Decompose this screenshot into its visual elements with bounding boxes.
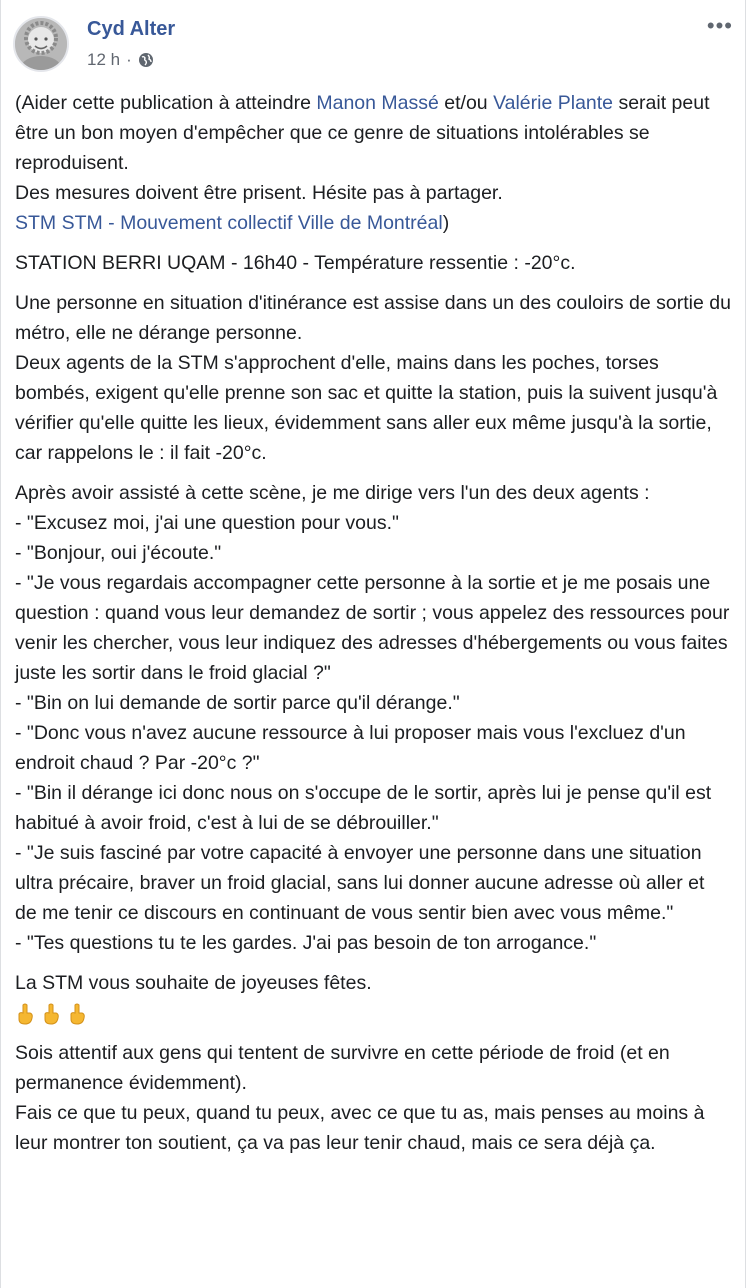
mention-manon-masse[interactable]: Manon Massé	[316, 92, 439, 114]
dialogue-line: - "Bonjour, oui j'écoute."	[15, 542, 222, 564]
text: Sois attentif aux gens qui tentent de survivre en cette période de froid (et en permanence évidemment).	[15, 1042, 670, 1094]
author-name[interactable]: Cyd Alter	[87, 18, 176, 40]
text: (Aider cette publication à atteindre	[15, 92, 317, 114]
dialogue-line: Après avoir assisté à cette scène, je me dirige vers l'un des deux agents :	[15, 482, 650, 504]
post-meta	[87, 50, 154, 70]
text: Des mesures doivent être prisent. Hésite pas à partager.	[15, 182, 503, 204]
middle-finger-emoji-icon	[67, 1003, 87, 1025]
middle-finger-emoji-icon	[41, 1003, 61, 1025]
paragraph-call-to-action	[15, 1038, 731, 1158]
more-options-icon[interactable]: •••	[706, 13, 733, 38]
text: et/ou	[438, 92, 494, 114]
dialogue-line: - "Bin on lui demande de sortir parce qu'il dérange."	[15, 692, 460, 714]
middle-finger-emoji-icon	[15, 1002, 93, 1024]
paragraph-greetings	[15, 968, 731, 1028]
avatar-photo-icon	[15, 18, 67, 70]
paragraph-situation	[15, 288, 731, 468]
text: Fais ce que tu peux, quand tu peux, avec ce que tu as, mais penses au moins à leur montrer ton soutient, ça va pas leur tenir chaud, mais ce sera déjà ça.	[15, 1102, 705, 1154]
dialogue-line: - "Bin il dérange ici donc nous on s'occupe de le sortir, après lui je pense qu'il est habitué à avoir froid, c'est à lui de se débrouiller."	[15, 782, 712, 834]
dialogue-line: - "Je suis fasciné par votre capacité à envoyer une personne dans une situation ultra précaire, braver un froid glacial, sans lui donner aucune adresse où aller et de me tenir ce discours en continuant de vous sentir bien avec vous même."	[15, 842, 705, 924]
meta-separator: ·	[126, 50, 132, 69]
post-time[interactable]: 12 h	[87, 50, 121, 69]
mention-valerie-plante[interactable]: Valérie Plante	[493, 92, 614, 114]
post-body	[15, 88, 731, 1168]
paragraph-dialogue	[15, 478, 731, 958]
dialogue-line: - "Je vous regardais accompagner cette personne à la sortie et je me posais une question : quand vous leur demandez de sortir ; vous appelez des ressources pour venir les chercher, vous leur indiquez des adresses d'hébergements ou vous faites juste les sortir dans le froid glacial ?"	[15, 572, 730, 684]
paragraph-station: STATION BERRI UQAM - 16h40 - Température ressentie : -20°c.	[15, 252, 576, 274]
text: )	[442, 212, 450, 234]
post-header	[13, 12, 733, 72]
globe-icon[interactable]	[138, 52, 154, 68]
text: serait peut être un bon moyen d'empêcher que ce genre de situations intolérables se reproduisent.	[15, 92, 710, 174]
mention-stm[interactable]: STM STM - Mouvement collectif Ville de Montréal	[15, 212, 443, 234]
author-avatar[interactable]	[13, 16, 69, 72]
text: Une personne en situation d'itinérance est assise dans un des couloirs de sortie du métro, elle ne dérange personne.	[15, 292, 731, 344]
text: La STM vous souhaite de joyeuses fêtes.	[15, 972, 372, 994]
dialogue-line: - "Donc vous n'avez aucune ressource à lui proposer mais vous l'excluez d'un endroit chaud ? Par -20°c ?"	[15, 722, 686, 774]
middle-finger-emoji-icon	[15, 1003, 35, 1025]
paragraph-intro	[15, 88, 731, 238]
dialogue-line: - "Tes questions tu te les gardes. J'ai pas besoin de ton arrogance."	[15, 932, 597, 954]
dialogue-line: - "Excusez moi, j'ai une question pour vous."	[15, 512, 399, 534]
text: Deux agents de la STM s'approchent d'elle, mains dans les poches, torses bombés, exigent qu'elle prenne son sac et quitte la station, puis la suivent jusqu'à vérifier qu'elle quitte les lieux, évidemment sans aller eux même jusqu'à la sortie, car rappelons le : il fait -20°c.	[15, 352, 718, 464]
